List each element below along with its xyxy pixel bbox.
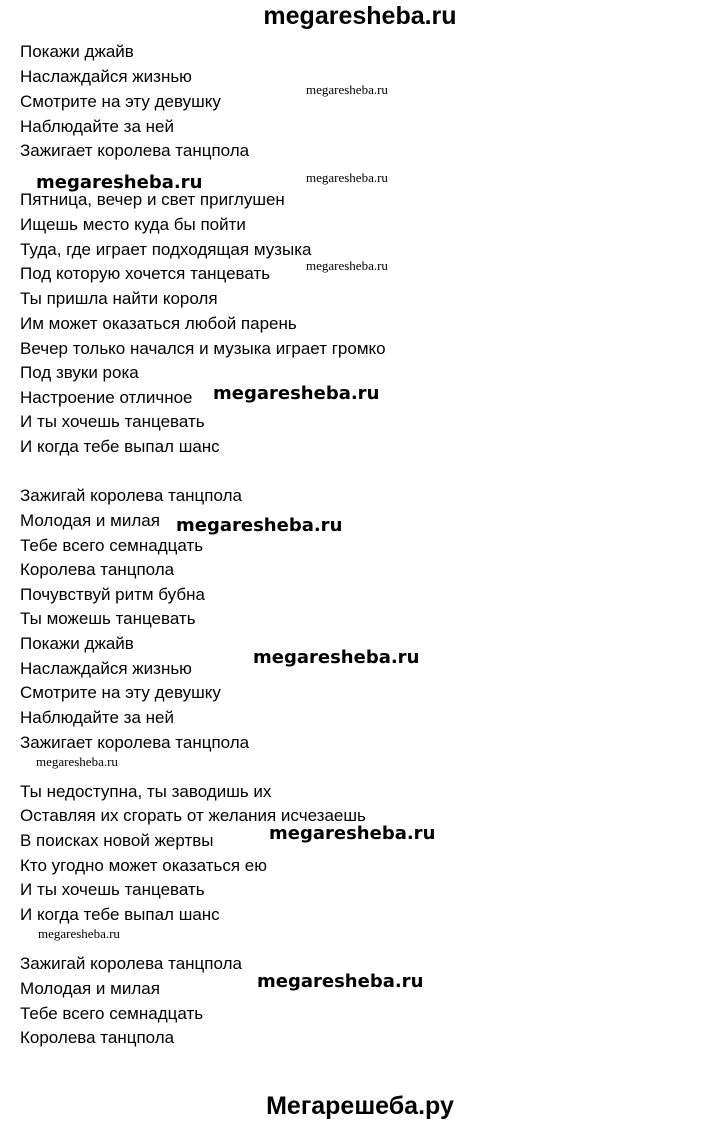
lyric-line: Зажигает королева танцпола	[20, 733, 250, 752]
watermark: megaresheba.ru	[176, 515, 343, 536]
lyric-line: Им может оказаться любой парень	[20, 314, 297, 333]
lyric-line: Зажигает королева танцпола	[20, 141, 250, 160]
watermark: megaresheba.ru	[38, 926, 120, 941]
site-footer: Мегарешеба.ру	[266, 1092, 454, 1120]
lyric-line: Наслаждайся жизнью	[20, 67, 192, 86]
lyric-line: Пятница, вечер и свет приглушен	[20, 190, 285, 209]
lyric-line: Почувствуй ритм бубна	[20, 585, 205, 604]
lyric-line: Ищешь место куда бы пойти	[20, 215, 246, 234]
lyric-line: Вечер только начался и музыка играет громко	[20, 339, 386, 358]
lyric-line: Ты недоступна, ты заводишь их	[20, 782, 272, 801]
lyric-line: Смотрите на эту девушку	[20, 92, 221, 111]
lyric-line: Наблюдайте за ней	[20, 117, 174, 136]
lyric-line: Кто угодно может оказаться ею	[20, 856, 267, 875]
lyric-line: Ты можешь танцевать	[20, 609, 196, 628]
lyric-line: Королева танцпола	[20, 560, 175, 579]
lyric-line: Наслаждайся жизнью	[20, 659, 192, 678]
lyric-line: Покажи джайв	[20, 42, 134, 61]
lyric-line: Оставляя их сгорать от желания исчезаешь	[20, 806, 366, 825]
lyric-line: И когда тебе выпал шанс	[20, 437, 220, 456]
lyric-line: Тебе всего семнадцать	[20, 1004, 204, 1023]
lyric-line: Смотрите на эту девушку	[20, 683, 221, 702]
lyric-line: Туда, где играет подходящая музыка	[20, 240, 312, 259]
watermark: megaresheba.ru	[36, 754, 118, 769]
lyric-line: Покажи джайв	[20, 634, 134, 653]
lyric-line: И ты хочешь танцевать	[20, 412, 205, 431]
watermark: megaresheba.ru	[36, 172, 203, 193]
lyric-line: Зажигай королева танцпола	[20, 954, 242, 973]
lyric-line: И ты хочешь танцевать	[20, 880, 205, 899]
watermark: megaresheba.ru	[269, 823, 436, 844]
watermark: megaresheba.ru	[213, 383, 380, 404]
watermark: megaresheba.ru	[306, 258, 388, 273]
lyric-line: Королева танцпола	[20, 1028, 175, 1047]
lyric-line: Под звуки рока	[20, 363, 139, 382]
lyric-line: Ты пришла найти короля	[20, 289, 218, 308]
lyric-line: Тебе всего семнадцать	[20, 536, 204, 555]
lyric-line: Зажигай королева танцпола	[20, 486, 242, 505]
lyric-line: Наблюдайте за ней	[20, 708, 174, 727]
lyric-line: В поисках новой жертвы	[20, 831, 214, 850]
watermark: megaresheba.ru	[253, 647, 420, 668]
watermark: megaresheba.ru	[306, 170, 388, 185]
lyric-line: Молодая и милая	[20, 511, 160, 530]
lyric-line: Молодая и милая	[20, 979, 160, 998]
watermark: megaresheba.ru	[257, 971, 424, 992]
lyric-line: Настроение отличное	[20, 388, 193, 407]
lyric-line: И когда тебе выпал шанс	[20, 905, 220, 924]
watermark: megaresheba.ru	[306, 82, 388, 97]
site-header: megaresheba.ru	[263, 2, 457, 30]
lyric-line: Под которую хочется танцевать	[20, 264, 271, 283]
